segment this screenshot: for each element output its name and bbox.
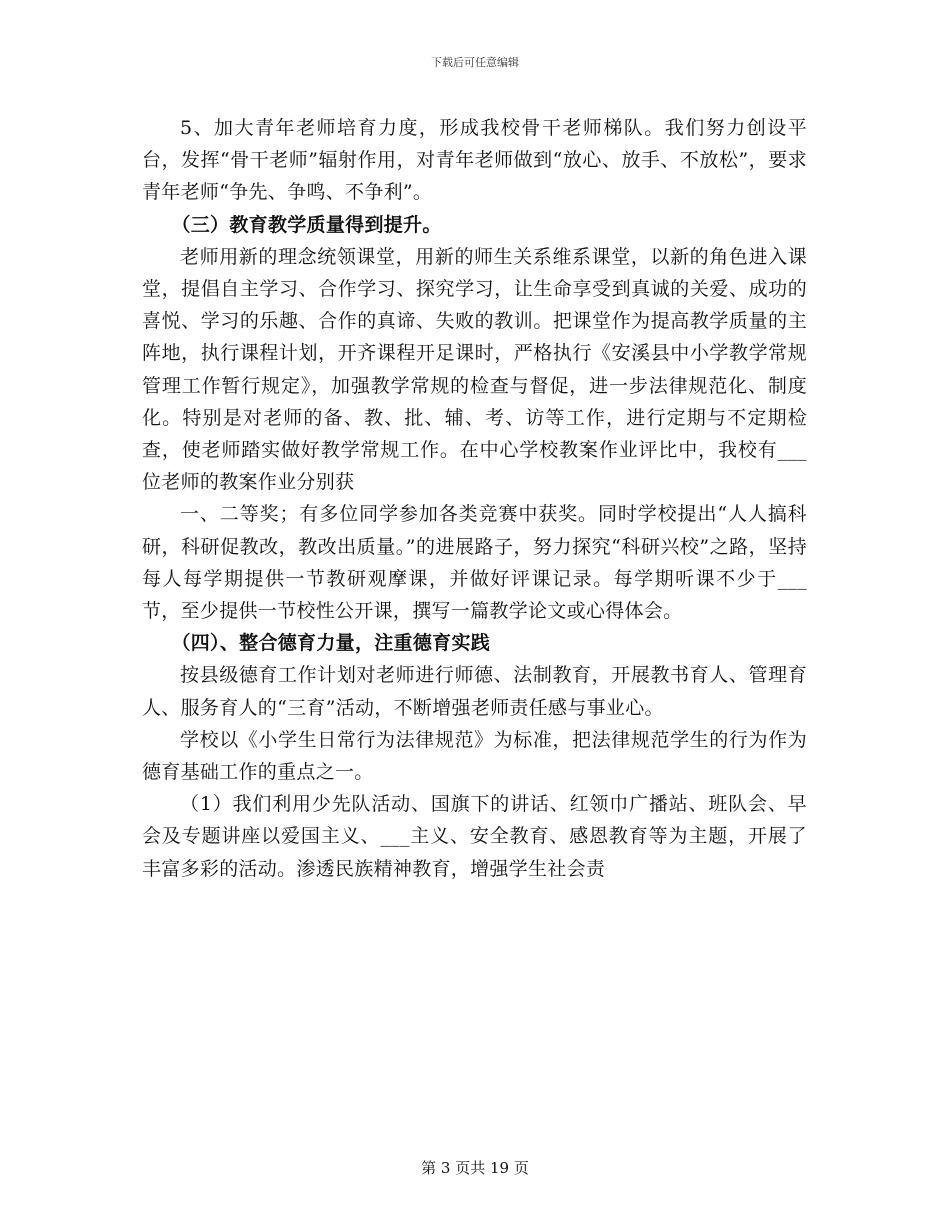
page-number: 第 3 页共 19 页 — [421, 1159, 529, 1177]
paragraph-student-norms: 学校以《小学生日常行为法律规范》为标准，把法律规范学生的行为作为德育基础工作的重点之一。 — [142, 728, 807, 784]
header-note: 下载后可任意编辑 — [431, 56, 519, 69]
paragraph-teacher-ethics: 按县级德育工作计划对老师进行师德、法制教育，开展教书育人、管理育人、服务育人的“三育”活动，不断增强老师责任感与事业心。 — [142, 664, 807, 719]
paragraph-young-teachers: 5、加大青年老师培育力度，形成我校骨干老师梯队。我们努力创设平台，发挥“骨干老师”辐射作用，对青年老师做到“放心、放手、不放松”，要求青年老师“争先、争鸣、不争利”。 — [142, 117, 807, 204]
paragraph-activities: （1）我们利用少先队活动、国旗下的讲话、红领巾广播站、班队会、早会及专题讲座以爱国主义、___主义、安全教育、感恩教育等为主题，开展了丰富多彩的活动。渗透民族精神教育，增强学生社会责 — [142, 793, 807, 880]
heading-section-four: （四）、整合德育力量，注重德育实践 — [171, 632, 491, 655]
heading-section-three: （三）教育教学质量得到提升。 — [171, 213, 442, 236]
paragraph-awards-research: 一、二等奖；有多位同学参加各类竞赛中获奖。同时学校提出“人人搞科研，科研促教改，教改出质量。”的进展路子，努力探究“科研兴校”之路，坚持每人每学期提供一节教研观摩课，并做好评课记录。每学期听课不少于___节，至少提供一节校性公开课，撰写一篇教学论文或心得体会。 — [142, 503, 807, 623]
body-text — [142, 112, 807, 885]
paragraph-classroom-teaching: 老师用新的理念统领课堂，用新的师生关系维系课堂，以新的角色进入课堂，提倡自主学习、合作学习、探究学习，让生命享受到真诚的关爱、成功的喜悦、学习的乐趣、合作的真谛、失败的教训。把课堂作为提高教学质量的主阵地，执行课程计划，开齐课程开足课时，严格执行《安溪县中小学教学常规管理工作暂行规定》，加强教学常规的检查与督促，进一步法律规范化、制度化。特别是对老师的备、教、批、辅、考、访等工作，进行定期与不定期检查，使老师踏实做好教学常规工作。在中心学校教案作业评比中，我校有___位老师的教案作业分别获 — [142, 245, 807, 494]
